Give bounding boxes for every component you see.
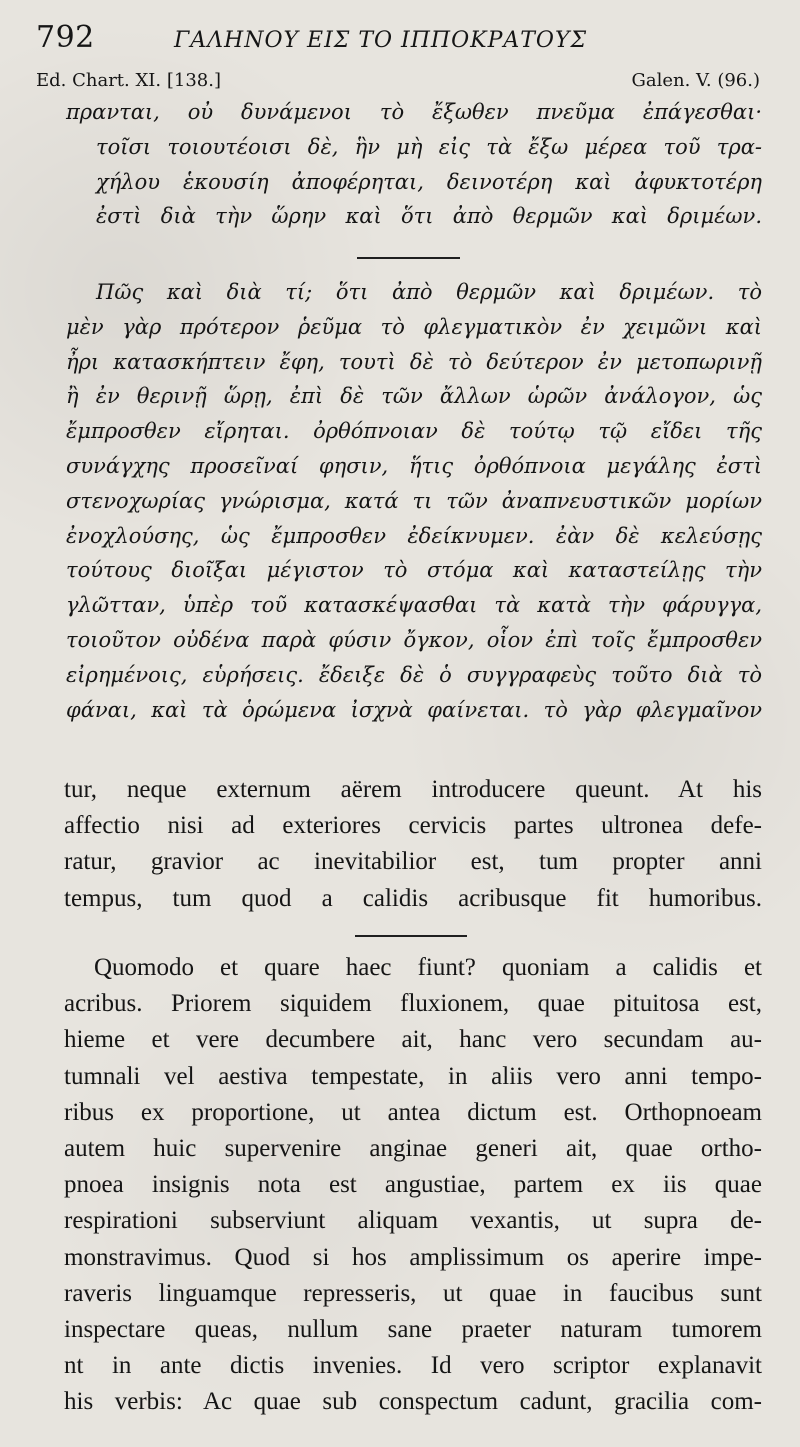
- latin-text-line: autem huic supervenire anginae generi ait, quae ortho-: [64, 1135, 762, 1163]
- edition-reference-left: Ed. Chart. XI. [138.]: [36, 70, 221, 91]
- greek-text-line: ἐνοχλούσης, ὡς ἔμπροσθεν ἐδείκνυμεν. ἐὰν δὲ κελεύσῃς: [66, 523, 762, 548]
- running-title: ΓΑΛΗΝΟΥ ΕΙΣ ΤΟ ΙΠΠΟΚΡΑΤΟΥΣ: [174, 28, 588, 53]
- section-divider: [357, 257, 460, 259]
- greek-text-line: ἢ ἐν θερινῇ ὥρῃ, ἐπὶ δὲ τῶν ἄλλων ὡρῶν ἀνάλογον, ὡς: [66, 384, 762, 409]
- greek-text-line: τοῖσι τοιουτέοισι δὲ, ἣν μὴ εἰς τὰ ἔξω μέρεα τοῦ τρα-: [96, 134, 762, 159]
- latin-text-line: respirationi subserviunt aliquam vexantis, ut supra de-: [64, 1207, 762, 1235]
- greek-text-line: χήλου ἑκουσίη ἀποφέρηται, δεινοτέρη καὶ ἀφυκτοτέρη: [96, 169, 762, 194]
- latin-text-block-2: [64, 950, 762, 1420]
- section-divider: [355, 935, 467, 937]
- latin-text-line: tur, neque externum aërem introducere queunt. At his: [64, 776, 762, 803]
- greek-text-block-1: [66, 95, 762, 235]
- latin-text-line: hieme et vere decumbere ait, hanc vero secundam au-: [64, 1026, 762, 1054]
- latin-text-line: his verbis: Ac quae sub conspectum cadunt, gracilia com-: [64, 1388, 762, 1416]
- greek-text-line: φάναι, καὶ τὰ ὁρώμενα ἰσχνὰ φαίνεται. τὸ γὰρ φλεγμαῖνον: [66, 697, 762, 722]
- latin-text-line: inspectare queas, nullum sane praeter naturam tumorem: [64, 1316, 762, 1344]
- greek-text-line: Πῶς καὶ διὰ τί; ὅτι ἀπὸ θερμῶν καὶ δριμέων. τὸ: [96, 280, 762, 304]
- greek-text-line: ἦρι κατασκήπτειν ἔφη, τουτὶ δὲ τὸ δεύτερον ἐν μετοπωρινῇ: [66, 349, 762, 374]
- latin-text-line: pnoea insignis nota est angustiae, partem ex iis quae: [64, 1171, 762, 1199]
- greek-text-line: τούτους διοῖξαι μέγιστον τὸ στόμα καὶ καταστείλῃς τὴν: [66, 558, 762, 583]
- latin-text-line: tempus, tum quod a calidis acribusque fit humoribus.: [64, 884, 762, 912]
- latin-text-line: Quomodo et quare haec fiunt? quoniam a calidis et: [94, 954, 762, 981]
- greek-text-line: ἔμπροσθεν εἴρηται. ὀρθόπνοιαν δὲ τούτῳ τῷ εἴδει τῆς: [66, 419, 762, 444]
- greek-text-line: στενοχωρίας γνώρισμα, κατά τι τῶν ἀναπνευστικῶν μορίων: [66, 488, 762, 513]
- edition-line: [36, 70, 760, 98]
- greek-text-line: ἐστὶ διὰ τὴν ὥρην καὶ ὅτι ἀπὸ θερμῶν καὶ δριμέων.: [96, 204, 762, 229]
- greek-text-line: γλῶτταν, ὑπὲρ τοῦ κατασκέψασθαι τὰ κατὰ τὴν φάρυγγα,: [66, 593, 762, 618]
- latin-text-line: affectio nisi ad exteriores cervicis partes ultronea defe-: [64, 812, 762, 840]
- greek-text-line: συνάγχης προσεῖναί φησιν, ἥτις ὀρθόπνοια μεγάλης ἐστὶ: [66, 453, 762, 478]
- page-number: 792: [36, 20, 95, 55]
- latin-text-line: nt in ante dictis invenies. Id vero scriptor explanavit: [64, 1352, 762, 1380]
- running-head: [36, 20, 764, 62]
- latin-text-block-1: [64, 772, 762, 912]
- edition-reference-right: Galen. V. (96.): [631, 70, 760, 91]
- latin-text-line: ribus ex proportione, ut antea dictum est. Orthopnoeam: [64, 1098, 762, 1126]
- greek-text-line: τοιοῦτον οὐδένα παρὰ φύσιν ὄγκον, οἷον ἐπὶ τοῖς ἔμπροσθεν: [66, 627, 762, 652]
- greek-text-block-2: [66, 275, 762, 730]
- latin-text-line: ratur, gravior ac inevitabilior est, tum propter anni: [64, 848, 762, 876]
- latin-text-line: tumnali vel aestiva tempestate, in aliis vero anni tempo-: [64, 1062, 762, 1090]
- latin-text-line: raveris linguamque represseris, ut quae in faucibus sunt: [64, 1279, 762, 1307]
- greek-text-line: πρανται, οὐ δυνάμενοι τὸ ἔξωθεν πνεῦμα ἐπάγεσθαι·: [66, 100, 762, 124]
- latin-text-line: monstravimus. Quod si hos amplissimum os aperire impe-: [64, 1243, 762, 1271]
- greek-text-line: μὲν γὰρ πρότερον ῥεῦμα τὸ φλεγματικὸν ἐν χειμῶνι καὶ: [66, 314, 762, 339]
- latin-text-line: acribus. Priorem siquidem fluxionem, quae pituitosa est,: [64, 990, 762, 1018]
- greek-text-line: εἰρημένοις, εὑρήσεις. ἔδειξε δὲ ὁ συγγραφεὺς τοῦτο διὰ τὸ: [66, 662, 762, 687]
